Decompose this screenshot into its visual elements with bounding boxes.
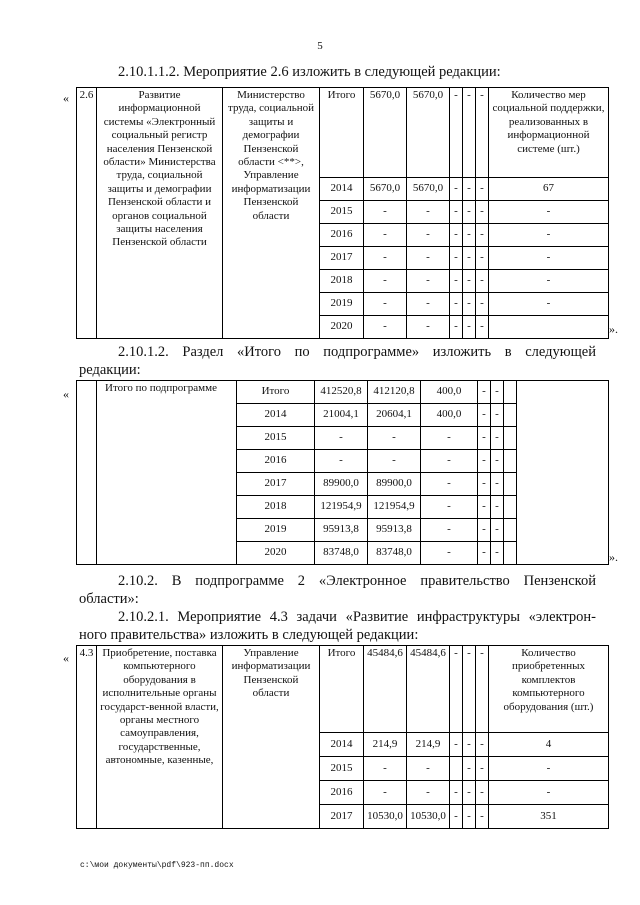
year-cell: 2016 [320,781,364,805]
measure-name: Развитие информационной системы «Электронный социальный регистр населения Пензенской области» Министерства труда, социальной защиты и демографии Пензенской области и органов социальной защиты населения Пензенской области [97,88,223,339]
total-cell: - [364,224,407,247]
indicator-value: - [489,270,609,293]
value-cell: - [421,496,478,519]
value-cell: - [478,450,491,473]
value-cell: - [478,381,491,404]
value-cell: - [421,427,478,450]
budget-cell: - [407,781,450,805]
total-cell: - [315,427,368,450]
year-cell: 2017 [237,473,315,496]
value-cell: - [476,646,489,733]
value-cell: - [421,542,478,565]
value-cell: 400,0 [421,404,478,427]
budget-cell: - [407,201,450,224]
indicator-value: - [489,201,609,224]
subprogram-total-label: Итого по подпрограмме [97,381,237,565]
empty-cell [504,381,517,404]
year-cell: 2017 [320,805,364,829]
value-cell: - [491,450,504,473]
total-cell: 21004,1 [315,404,368,427]
value-cell: - [478,473,491,496]
budget-cell: - [407,293,450,316]
measure-number: 4.3 [77,646,97,829]
value-cell: - [478,404,491,427]
value-cell [450,757,463,781]
empty-cell [504,519,517,542]
year-cell: 2018 [320,270,364,293]
table-subprogram-total [76,380,609,565]
total-cell: - [364,270,407,293]
year-cell: 2014 [320,178,364,201]
budget-cell: 5670,0 [407,178,450,201]
year-cell: 2020 [320,316,364,339]
total-cell: - [364,781,407,805]
value-cell: - [450,247,463,270]
total-cell: 45484,6 [364,646,407,733]
value-cell: - [463,178,476,201]
empty-cell [504,404,517,427]
value-cell: - [463,805,476,829]
value-cell: - [450,201,463,224]
value-cell: - [478,519,491,542]
value-cell: - [476,293,489,316]
value-cell: - [421,473,478,496]
page-number: 5 [317,40,323,52]
value-cell: - [463,224,476,247]
value-cell: - [476,270,489,293]
year-cell: Итого [320,646,364,733]
value-cell: - [450,293,463,316]
value-cell: - [463,757,476,781]
total-cell: 412520,8 [315,381,368,404]
value-cell: - [476,805,489,829]
year-cell: 2015 [320,201,364,224]
budget-cell: - [368,427,421,450]
indicator-value: 67 [489,178,609,201]
close-quote-1: ». [609,322,618,336]
heading-2-10-1-1-2: 2.10.1.1.2. Мероприятие 2.6 изложить в следующей редакции: [118,64,501,80]
value-cell: - [421,519,478,542]
total-cell: - [364,757,407,781]
total-cell: 5670,0 [364,178,407,201]
budget-cell: - [368,450,421,473]
total-cell: - [315,450,368,473]
value-cell: - [476,757,489,781]
year-cell: 2017 [320,247,364,270]
value-cell: 400,0 [421,381,478,404]
budget-cell: 95913,8 [368,519,421,542]
total-cell: 10530,0 [364,805,407,829]
budget-cell: 5670,0 [407,88,450,178]
budget-cell: 83748,0 [368,542,421,565]
value-cell: - [463,247,476,270]
total-cell: 5670,0 [364,88,407,178]
indicator-value: 4 [489,733,609,757]
value-cell: - [463,201,476,224]
budget-cell: - [407,224,450,247]
year-cell: 2014 [320,733,364,757]
empty-number-cell [77,381,97,565]
value-cell: - [421,450,478,473]
budget-cell: 121954,9 [368,496,421,519]
value-cell: - [491,519,504,542]
value-cell: - [476,201,489,224]
value-cell: - [491,427,504,450]
measure-name: Приобретение, поставка компьютерного оборудования в исполнительные органы государст-венной власти, органы местного самоуправления, государственные, автономные, казенные, [97,646,223,829]
value-cell: - [450,178,463,201]
year-cell: 2016 [320,224,364,247]
year-cell: 2016 [237,450,315,473]
open-quote-1: « [63,91,69,105]
empty-indicator-cell [517,381,609,565]
value-cell: - [450,88,463,178]
value-cell: - [463,270,476,293]
year-cell: Итого [320,88,364,178]
empty-cell [504,473,517,496]
year-cell: Итого [237,381,315,404]
indicator-value: - [489,224,609,247]
measure-executor: Управление информатизации Пензенской области [223,646,320,829]
heading-2-10-2-1-cont: ного правительства» изложить в следующей редакции: [79,627,419,643]
total-cell: - [364,201,407,224]
value-cell: - [450,733,463,757]
total-cell: 95913,8 [315,519,368,542]
measure-number: 2.6 [77,88,97,339]
close-quote-2: ». [609,550,618,564]
empty-cell [504,496,517,519]
value-cell: - [463,316,476,339]
open-quote-2: « [63,387,69,401]
open-quote-3: « [63,651,69,665]
value-cell: - [491,473,504,496]
total-cell: 89900,0 [315,473,368,496]
indicator-name: Количество приобретенных комплектов компьютерного оборудования (шт.) [489,646,609,733]
year-cell: 2014 [237,404,315,427]
empty-cell [504,427,517,450]
value-cell: - [450,646,463,733]
value-cell: - [476,316,489,339]
value-cell: - [476,781,489,805]
value-cell: - [476,247,489,270]
heading-2-10-2: 2.10.2. В подпрограмме 2 «Электронное правительство Пензенской [118,573,596,589]
value-cell: - [476,178,489,201]
budget-cell: - [407,270,450,293]
indicator-name: Количество мер социальной поддержки, реализованных в информационной системе (шт.) [489,88,609,178]
year-cell: 2015 [237,427,315,450]
value-cell: - [450,805,463,829]
budget-cell: - [407,247,450,270]
year-cell: 2019 [237,519,315,542]
indicator-value: 351 [489,805,609,829]
total-cell: - [364,316,407,339]
year-cell: 2018 [237,496,315,519]
value-cell: - [491,496,504,519]
indicator-value: - [489,781,609,805]
value-cell: - [478,496,491,519]
value-cell: - [450,270,463,293]
budget-cell: 89900,0 [368,473,421,496]
value-cell: - [476,88,489,178]
measure-executor: Министерство труда, социальной защиты и демографии Пензенской области <**>, Управление информатизации Пензенской области [223,88,320,339]
year-cell: 2015 [320,757,364,781]
heading-2-10-2-cont: области»: [79,591,139,607]
table-measure-4-3 [76,645,609,829]
budget-cell: 20604,1 [368,404,421,427]
heading-2-10-1-2-cont: редакции: [79,362,141,378]
budget-cell: - [407,316,450,339]
value-cell: - [463,781,476,805]
budget-cell: 45484,6 [407,646,450,733]
budget-cell: - [407,757,450,781]
table-measure-2-6 [76,87,609,339]
value-cell: - [450,316,463,339]
budget-cell: 412120,8 [368,381,421,404]
file-path-footer: c:\мои документы\pdf\923-пп.docx [80,861,234,870]
value-cell: - [463,293,476,316]
value-cell: - [476,733,489,757]
value-cell: - [476,224,489,247]
value-cell: - [478,427,491,450]
indicator-value [489,316,609,339]
year-cell: 2019 [320,293,364,316]
total-cell: - [364,293,407,316]
year-cell: 2020 [237,542,315,565]
value-cell: - [463,733,476,757]
heading-2-10-1-2: 2.10.1.2. Раздел «Итого по подпрограмме» изложить в следующей [118,344,596,360]
value-cell: - [491,542,504,565]
indicator-value: - [489,247,609,270]
heading-2-10-2-1: 2.10.2.1. Мероприятие 4.3 задачи «Развитие инфраструктуры «электрон- [118,609,596,625]
empty-cell [504,450,517,473]
value-cell: - [491,381,504,404]
total-cell: - [364,247,407,270]
budget-cell: 10530,0 [407,805,450,829]
value-cell: - [478,542,491,565]
empty-cell [504,542,517,565]
total-cell: 214,9 [364,733,407,757]
indicator-value: - [489,293,609,316]
budget-cell: 214,9 [407,733,450,757]
indicator-value: - [489,757,609,781]
value-cell: - [491,404,504,427]
value-cell: - [450,224,463,247]
value-cell: - [463,88,476,178]
value-cell: - [450,781,463,805]
total-cell: 83748,0 [315,542,368,565]
total-cell: 121954,9 [315,496,368,519]
value-cell: - [463,646,476,733]
